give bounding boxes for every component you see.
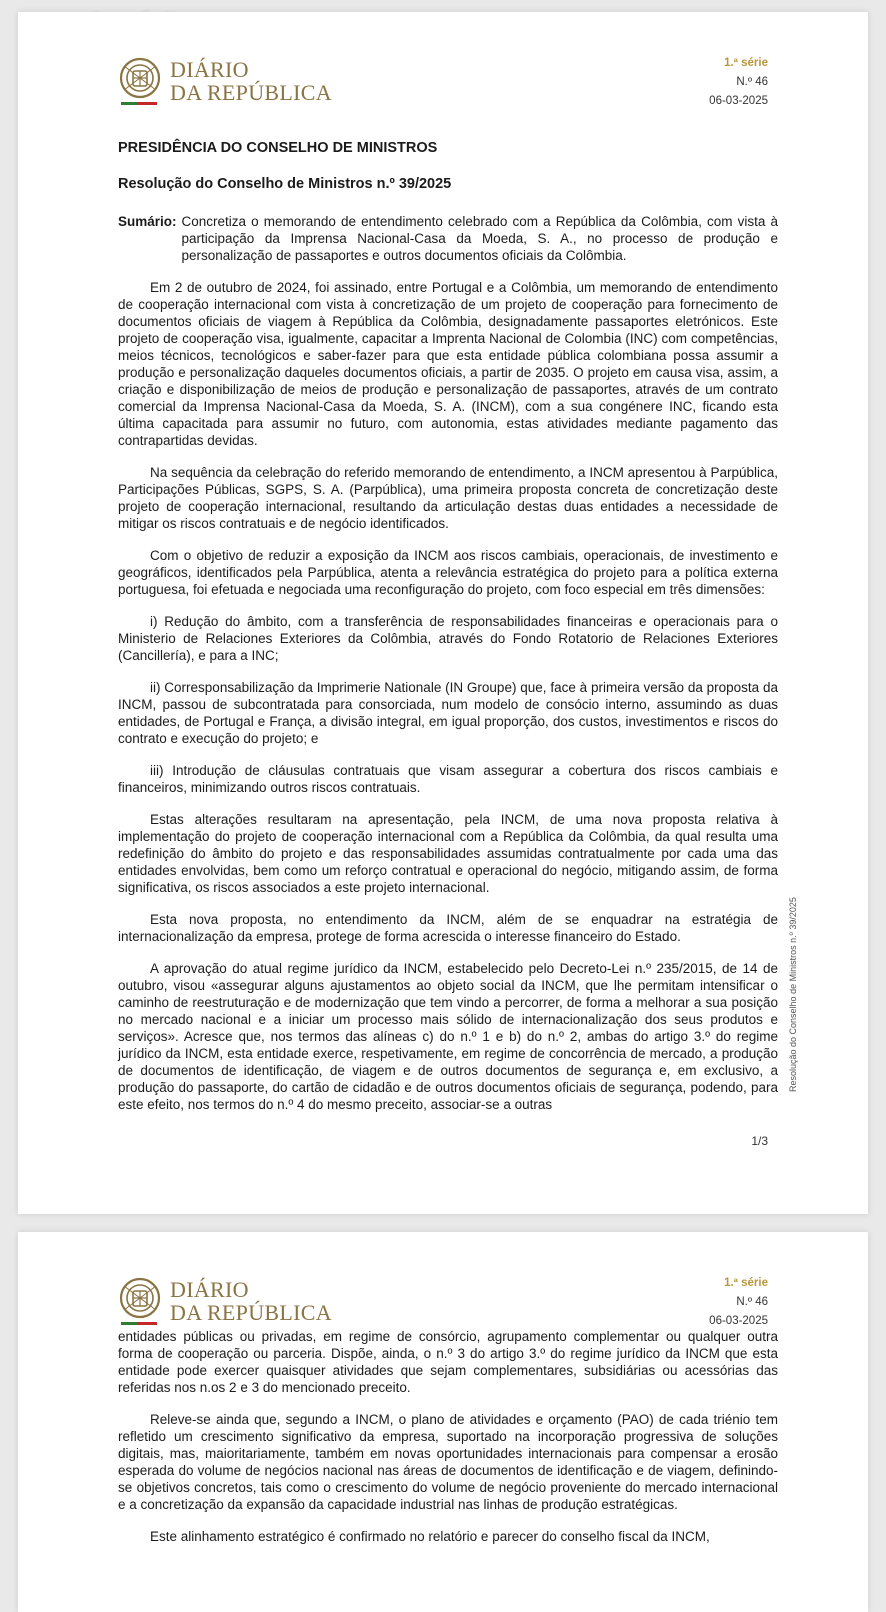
series-label: 1.ª série	[724, 1277, 768, 1289]
issue-date: 06-03-2025	[709, 95, 768, 107]
brand-line-2: DA REPÚBLICA	[170, 80, 332, 105]
paragraph: Este alinhamento estratégico é confirmado no relatório e parecer do conselho fiscal da INCM,	[150, 1529, 710, 1544]
issuing-entity: PRESIDÊNCIA DO CONSELHO DE MINISTROS	[118, 140, 438, 156]
paragraph: Em 2 de outubro de 2024, foi assinado, entre Portugal e a Colômbia, um memorando de entendimento de cooperação internacional com vista à concretização de um projeto de cooperação para fornecimento de documentos oficiais de viagem à República da Colômbia, designadamente passaportes eletrónicos. Este projeto de cooperação visa, igualmente, capacitar a Imprenta Nacional de Colombia (INC) com competências, meios técnicos, tecnológicos e saber-fazer para que esta entidade pública colombiana possa assumir a produção e personalização daqueles documentos oficiais, a partir de 2035. O projeto em causa visa, assim, a criação e disponibilização de meios de produção e personalização de passaportes, através de um contrato comercial da Imprensa Nacional-Casa da Moeda, S. A. (INCM), com a sua congénere INC, ficando esta última capacitada para assumir no futuro, com autonomia, estas atividades mediante pagamento das contrapartidas devidas.	[118, 280, 778, 448]
paragraph: Na sequência da celebração do referido memorando de entendimento, a INCM apresentou à Parpública, Participações Públicas, SGPS, S. A. (Parpública), uma primeira proposta concreta de concretização deste projeto de cooperação internacional, resultando da articulação destas duas entidades a necessidade de mitigar os riscos contratuais e de negócio identificados.	[118, 465, 778, 531]
paragraph: Estas alterações resultaram na apresentação, pela INCM, de uma nova proposta relativa à implementação do projeto de cooperação internacional com a República da Colômbia, da qual resulta uma redefinição do âmbito do projeto e das responsabilidades assumidas contratualmente por cada uma das entidades envolvidas, bem como um reforço contratual e operacional do negócio, mitigando assim, de forma significativa, os riscos associados a este projeto internacional.	[118, 812, 778, 895]
issue-date: 06-03-2025	[709, 1315, 768, 1327]
brand-line-1: DIÁRIO	[170, 1277, 249, 1302]
list-item: ii) Corresponsabilização da Imprimerie Nationale (IN Groupe) que, face à primeira versão da proposta da INCM, passou de subcontratada para consorciada, num modelo de consócio interno, assumindo as duas entidades, de Portugal e França, a divisão integral, em igual proporção, dos custos, investimentos e riscos do contrato e execução do projeto; e	[118, 680, 778, 746]
page-header	[18, 12, 868, 132]
issue-number: N.º 46	[736, 1296, 768, 1308]
paragraph: Esta nova proposta, no entendimento da INCM, além de se enquadrar na estratégia de internacionalização da empresa, protege de forma acrescida o interesse financeiro do Estado.	[118, 912, 778, 944]
list-item: iii) Introdução de cláusulas contratuais que visam assegurar a cobertura dos riscos cambiais e financeiros, minimizando outros riscos contratuais.	[118, 763, 778, 795]
document-page-2	[18, 1232, 868, 1612]
issue-meta	[709, 1274, 768, 1331]
document-page-1	[18, 12, 868, 1214]
brand-line-2: DA REPÚBLICA	[170, 1300, 332, 1325]
issue-meta	[709, 54, 768, 111]
page-1-body	[118, 140, 778, 1128]
page-number: 1/3	[751, 1134, 768, 1148]
page-2-body	[118, 1328, 778, 1560]
paragraph: Releve-se ainda que, segundo a INCM, o plano de atividades e orçamento (PAO) de cada triénio tem refletido um crescimento significativo da empresa, suportado na incorporação progressiva de soluções digitais, mas, maioritariamente, também em novas oportunidades internacionais para compensar a erosão esperada do volume de negócios nacional nas áreas de documentos de identificação e de viagem, definindo-se objetivos concretos, tais como o crescimento do volume de negócio proveniente do mercado internacional e a concretização da expansão da capacidade industrial nas linhas de produção estratégicas.	[118, 1412, 778, 1512]
paragraph: Com o objetivo de reduzir a exposição da INCM aos riscos cambiais, operacionais, de investimento e geográficos, identificados pela Parpública, atenta a relevância estratégica do projeto para a política externa portuguesa, foi efetuada e negociada uma reconfiguração do projeto, com foco especial em três dimensões:	[118, 548, 778, 597]
side-reference: Resolução do Conselho de Ministros n.º 39/2025	[788, 897, 798, 1092]
brand-title	[170, 1278, 332, 1324]
republic-emblem-icon	[118, 1276, 162, 1336]
issue-number: N.º 46	[736, 76, 768, 88]
resolution-title: Resolução do Conselho de Ministros n.º 39/2025	[118, 176, 452, 192]
summary-text: Concretiza o memorando de entendimento celebrado com a República da Colômbia, com vista à participação da Imprensa Nacional-Casa da Moeda, S. A., no processo de produção e personalização de passaportes e outros documentos oficiais da Colômbia.	[181, 214, 778, 263]
brand-line-1: DIÁRIO	[170, 57, 249, 82]
list-item: i) Redução do âmbito, com a transferência de responsabilidades financeiras e operacionais para o Ministerio de Relaciones Exteriores da Colômbia, através do Fondo Rotatorio de Relaciones Exteriores (Cancillería), e para a INC;	[118, 614, 778, 663]
summary-label: Sumário:	[118, 214, 177, 229]
series-label: 1.ª série	[724, 57, 768, 69]
summary	[118, 213, 778, 264]
paragraph: A aprovação do atual regime jurídico da INCM, estabelecido pelo Decreto-Lei n.º 235/2015, de 14 de outubro, visou «assegurar alguns ajustamentos ao objeto social da INCM, que lhe permitam intensificar o caminho de reestruturação e de modernização que tem vindo a percorrer, de forma a melhorar a sua posição no mercado nacional e a iniciar um processo mais sólido de internacionalização dos seus produtos e serviços». Acresce que, nos termos das alíneas c) do n.º 1 e b) do n.º 2, ambas do artigo 3.º do regime jurídico da INCM, esta entidade exerce, respetivamente, em regime de concorrência de mercado, a produção de documentos de identificação, de viagem e de outros documentos de segurança e, em exclusivo, a produção do passaporte, do cartão de cidadão e de outros documentos oficiais de segurança, podendo, para este efeito, nos termos do n.º 4 do mesmo preceito, associar-se a outras	[118, 961, 778, 1112]
brand-title	[170, 58, 332, 104]
republic-emblem-icon	[118, 56, 162, 116]
paragraph: entidades públicas ou privadas, em regime de consórcio, agrupamento complementar ou qualquer outra forma de cooperação ou parceria. Dispõe, ainda, o n.º 3 do artigo 3.º do regime jurídico da INCM que esta entidade pode exercer quaisquer atividades que sejam complementares, subsidiárias ou acessórias das referidas nos n.os 2 e 3 do mencionado preceito.	[118, 1329, 778, 1395]
